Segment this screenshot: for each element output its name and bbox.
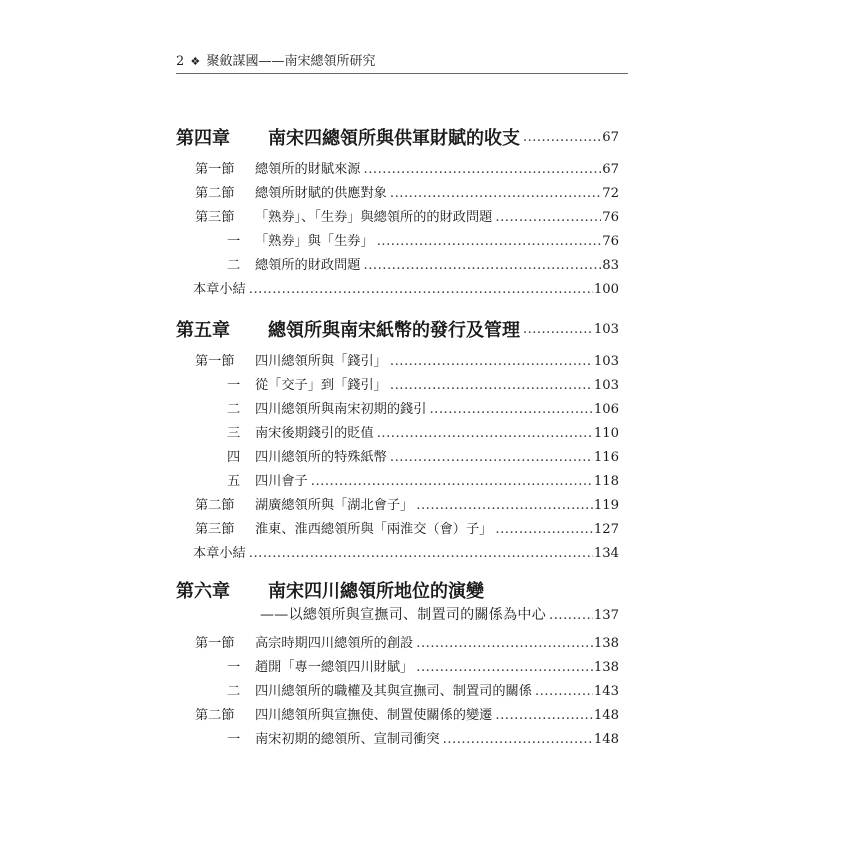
toc-entry[interactable] <box>176 158 619 182</box>
entry-title: 四川總領所與南宋初期的錢引 <box>255 402 427 417</box>
toc-entry[interactable] <box>176 728 619 752</box>
table-of-contents <box>176 120 619 752</box>
entry-title: 南宋後期錢引的貶值 <box>255 426 374 441</box>
entry-page: 148 <box>593 732 619 747</box>
entry-label: 二 <box>227 258 241 273</box>
dot-leader <box>523 322 593 337</box>
entry-label: 一 <box>227 732 241 747</box>
toc-entry-summary[interactable] <box>176 278 619 302</box>
chapter-subtitle: ——以總領所與宣撫司、制置司的關係為中心 <box>260 607 546 623</box>
toc-entry[interactable] <box>176 254 619 278</box>
entry-title: 趙開「專一總領四川財賦」 <box>255 660 414 675</box>
toc-entry[interactable] <box>176 422 619 446</box>
entry-label: 第一節 <box>195 354 235 369</box>
entry-page: 72 <box>602 186 619 201</box>
entry-label: 第一節 <box>195 162 235 177</box>
chapter-page: 137 <box>593 608 619 623</box>
entry-label: 一 <box>227 378 241 393</box>
entry-label: 第一節 <box>195 636 235 651</box>
toc-entry[interactable] <box>176 374 619 398</box>
toc-entry[interactable] <box>176 350 619 374</box>
entry-page: 76 <box>602 234 619 249</box>
entry-page: 106 <box>593 402 619 417</box>
dot-leader <box>495 210 601 225</box>
entry-label: 第二節 <box>195 498 235 513</box>
entry-title: 總領所的財賦來源 <box>255 162 361 177</box>
entry-label: 一 <box>227 234 241 249</box>
entry-label: 第三節 <box>195 210 235 225</box>
entry-page: 119 <box>593 498 619 513</box>
dot-leader <box>390 354 593 369</box>
entry-page: 127 <box>593 522 619 537</box>
toc-entry[interactable] <box>176 518 619 542</box>
entry-title: 「熟券」與「生券」 <box>255 234 374 249</box>
toc-entry-summary[interactable] <box>176 542 619 566</box>
toc-entry[interactable] <box>176 494 619 518</box>
toc-entry[interactable] <box>176 470 619 494</box>
entry-label: 五 <box>227 474 241 489</box>
toc-entry[interactable] <box>176 680 619 704</box>
entry-page: 134 <box>593 546 619 561</box>
entry-title: 四川總領所與宣撫使、制置使關係的變遷 <box>255 708 493 723</box>
chapter-label: 第四章 <box>176 128 230 149</box>
entry-page: 148 <box>593 708 619 723</box>
chapter-title: 南宋四總領所與供軍財賦的收支 <box>268 128 520 149</box>
toc-entry[interactable] <box>176 704 619 728</box>
chapter-page: 103 <box>593 321 619 337</box>
entry-page: 116 <box>593 450 619 465</box>
entry-page: 76 <box>602 210 619 225</box>
entry-page: 103 <box>593 378 619 393</box>
entry-label: 三 <box>227 426 241 441</box>
entry-title: 南宋初期的總領所、宣制司衝突 <box>255 732 440 747</box>
toc-entry[interactable] <box>176 398 619 422</box>
toc-entry[interactable] <box>176 446 619 470</box>
entry-page: 67 <box>602 162 619 177</box>
chapter-label: 第六章 <box>176 581 230 602</box>
entry-label: 第二節 <box>195 708 235 723</box>
toc-chapter-6-subtitle[interactable] <box>176 604 619 628</box>
toc-entry[interactable] <box>176 206 619 230</box>
chapter-label: 第五章 <box>176 320 230 341</box>
toc-entry[interactable] <box>176 632 619 656</box>
toc-entry[interactable] <box>176 182 619 206</box>
dot-leader <box>549 608 593 623</box>
entry-page: 138 <box>593 636 619 651</box>
entry-title: 四川總領所的職權及其與宣撫司、制置司的關係 <box>255 684 532 699</box>
entry-title: 總領所的財政問題 <box>255 258 361 273</box>
dot-leader <box>416 660 593 675</box>
toc-chapter-4[interactable] <box>176 120 619 154</box>
entry-title: 湖廣總領所與「湖北會子」 <box>255 498 414 513</box>
book-title: 聚斂謀國——南宋總領所研究 <box>206 54 376 69</box>
entry-title: 總領所財賦的供應對象 <box>255 186 387 201</box>
entry-label: 第二節 <box>195 186 235 201</box>
dot-leader <box>390 450 593 465</box>
dot-leader <box>535 684 593 699</box>
entry-title: 從「交子」到「錢引」 <box>255 378 387 393</box>
page-number: 2 <box>176 54 185 69</box>
dot-leader <box>429 402 592 417</box>
entry-label: 本章小結 <box>193 282 246 297</box>
diamond-icon: ❖ <box>190 55 201 68</box>
toc-entry[interactable] <box>176 656 619 680</box>
dot-leader <box>390 186 601 201</box>
entry-page: 118 <box>593 474 619 489</box>
entry-page: 110 <box>593 426 619 441</box>
entry-label: 二 <box>227 684 241 699</box>
dot-leader <box>523 130 601 145</box>
dot-leader <box>364 162 602 177</box>
dot-leader <box>495 708 592 723</box>
toc-chapter-5[interactable] <box>176 312 619 346</box>
running-header <box>176 54 628 74</box>
entry-label: 四 <box>227 450 241 465</box>
toc-entry[interactable] <box>176 230 619 254</box>
entry-title: 四川會子 <box>255 474 308 489</box>
dot-leader <box>390 378 593 393</box>
entry-label: 二 <box>227 402 241 417</box>
entry-title: 高宗時期四川總領所的創設 <box>255 636 414 651</box>
entry-label: 一 <box>227 660 241 675</box>
entry-page: 138 <box>593 660 619 675</box>
dot-leader <box>416 636 593 651</box>
entry-title: 四川總領所與「錢引」 <box>255 354 387 369</box>
dot-leader <box>249 282 593 297</box>
dot-leader <box>416 498 593 513</box>
dot-leader <box>443 732 593 747</box>
entry-title: 四川總領所的特殊紙幣 <box>255 450 387 465</box>
entry-page: 100 <box>593 282 619 297</box>
dot-leader <box>311 474 593 489</box>
toc-chapter-6[interactable] <box>176 576 619 604</box>
entry-title: 「熟券」、「生券」與總領所的的財政問題 <box>255 210 493 225</box>
chapter-title: 南宋四川總領所地位的演變 <box>268 581 484 602</box>
entry-title: 淮東、淮西總領所與「兩淮交（會）子」 <box>255 522 493 537</box>
entry-label: 本章小結 <box>193 546 246 561</box>
dot-leader <box>377 234 602 249</box>
dot-leader <box>364 258 602 273</box>
entry-label: 第三節 <box>195 522 235 537</box>
dot-leader <box>377 426 593 441</box>
chapter-page: 67 <box>602 129 619 145</box>
entry-page: 103 <box>593 354 619 369</box>
dot-leader <box>249 546 593 561</box>
entry-page: 143 <box>593 684 619 699</box>
dot-leader <box>495 522 592 537</box>
entry-page: 83 <box>602 258 619 273</box>
chapter-title: 總領所與南宋紙幣的發行及管理 <box>268 320 520 341</box>
